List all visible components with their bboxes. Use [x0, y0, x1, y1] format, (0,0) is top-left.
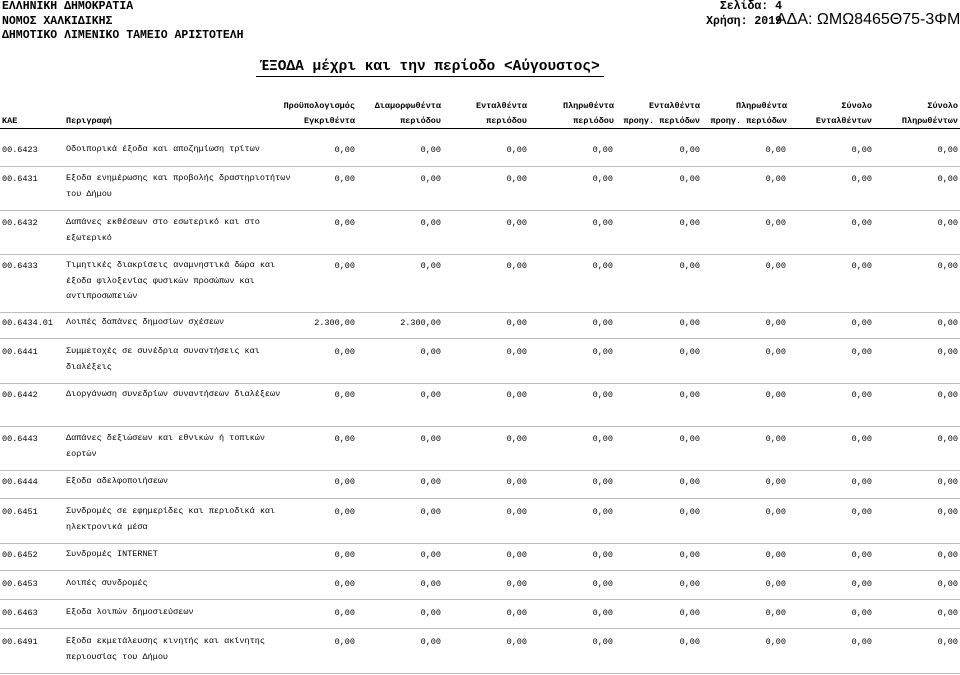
row-value-col1: 0,00: [334, 174, 355, 184]
row-value-col5: 0,00: [679, 608, 700, 618]
col-header-paid-top: Πληρωθέντα: [562, 101, 614, 111]
row-value-col1: 0,00: [334, 550, 355, 560]
row-value-col7: 0,00: [851, 261, 872, 271]
row-value-col1: 0,00: [334, 608, 355, 618]
title-underline: [256, 76, 604, 77]
row-value-col6: 0,00: [765, 261, 786, 271]
header-organization: ΔΗΜΟΤΙΚΟ ΛΙΜΕΝΙΚΟ ΤΑΜΕΙΟ ΑΡΙΣΤΟΤΕΛΗ: [2, 29, 244, 42]
row-kae-code: 00.6423: [2, 145, 38, 155]
row-value-col6: 0,00: [765, 637, 786, 647]
row-value-col8: 0,00: [937, 637, 958, 647]
row-kae-code: 00.6433: [2, 261, 38, 271]
row-value-col4: 0,00: [592, 477, 613, 487]
row-value-col3: 0,00: [506, 608, 527, 618]
col-header-committed-prev-bot: προηγ. περιόδων: [623, 116, 700, 126]
row-value-col1: 0,00: [334, 579, 355, 589]
row-value-col4: 0,00: [592, 347, 613, 357]
row-separator: [0, 470, 960, 471]
row-value-col7: 0,00: [851, 145, 872, 155]
row-value-col8: 0,00: [937, 477, 958, 487]
row-value-col1: 0,00: [334, 261, 355, 271]
row-kae-code: 00.6442: [2, 390, 38, 400]
row-description: Λοιπές συνδρομές: [66, 578, 148, 588]
fiscal-year: Χρήση: 2019: [706, 14, 782, 28]
row-value-col2: 0,00: [420, 550, 441, 560]
row-kae-code: 00.6453: [2, 579, 38, 589]
row-value-col7: 0,00: [851, 347, 872, 357]
row-description: Δαπάνες εκθέσεων στο εσωτερικό και στο εξωτερικό: [66, 217, 260, 243]
row-value-col4: 0,00: [592, 390, 613, 400]
row-value-col7: 0,00: [851, 477, 872, 487]
row-value-col8: 0,00: [937, 507, 958, 517]
row-value-col3: 0,00: [506, 218, 527, 228]
ada-stamp: ΑΔΑ: ΩΜΩ8465Θ75-3ΦΜ: [776, 11, 960, 28]
col-header-committed-bot: περιόδου: [486, 116, 527, 126]
row-description: Συνδρομές σε εφημερίδες και περιοδικά και ηλεκτρονικά μέσα: [66, 506, 276, 532]
row-value-col3: 0,00: [506, 318, 527, 328]
row-value-col2: 0,00: [420, 434, 441, 444]
row-value-col6: 0,00: [765, 145, 786, 155]
row-kae-code: 00.6463: [2, 608, 38, 618]
row-kae-code: 00.6452: [2, 550, 38, 560]
row-description: Συμμετοχές σε συνέδρια συναντήσεις και διαλέξεις: [66, 346, 260, 372]
row-value-col7: 0,00: [851, 507, 872, 517]
row-value-col6: 0,00: [765, 318, 786, 328]
row-value-col2: 0,00: [420, 637, 441, 647]
page-title: [0, 59, 860, 77]
row-value-col2: 0,00: [420, 477, 441, 487]
row-value-col7: 0,00: [851, 608, 872, 618]
row-value-col5: 0,00: [679, 261, 700, 271]
row-value-col2: 0,00: [420, 261, 441, 271]
row-value-col3: 0,00: [506, 261, 527, 271]
row-value-col5: 0,00: [679, 507, 700, 517]
row-separator: [0, 338, 960, 339]
row-value-col1: 0,00: [334, 390, 355, 400]
row-value-col3: 0,00: [506, 347, 527, 357]
row-value-col6: 0,00: [765, 550, 786, 560]
row-separator: [0, 312, 960, 313]
row-separator: [0, 673, 960, 674]
row-value-col5: 0,00: [679, 218, 700, 228]
row-value-col1: 0,00: [334, 507, 355, 517]
row-kae-code: 00.6491: [2, 637, 38, 647]
col-header-revised-bot: περιόδου: [400, 116, 441, 126]
header-page-block: [692, 0, 782, 29]
row-kae-code: 00.6443: [2, 434, 38, 444]
row-value-col2: 0,00: [420, 218, 441, 228]
col-header-paid-prev-top: Πληρωθέντα: [735, 101, 787, 111]
row-value-col3: 0,00: [506, 477, 527, 487]
row-value-col5: 0,00: [679, 434, 700, 444]
row-value-col8: 0,00: [937, 608, 958, 618]
row-value-col8: 0,00: [937, 174, 958, 184]
row-value-col5: 0,00: [679, 477, 700, 487]
row-value-col6: 0,00: [765, 579, 786, 589]
row-value-col4: 0,00: [592, 507, 613, 517]
row-value-col2: 0,00: [420, 145, 441, 155]
row-value-col1: 0,00: [334, 347, 355, 357]
col-header-description: Περιγραφή: [66, 116, 112, 126]
row-value-col8: 0,00: [937, 218, 958, 228]
row-separator: [0, 498, 960, 499]
row-value-col7: 0,00: [851, 390, 872, 400]
col-header-kae: ΚΑΕ: [2, 116, 18, 126]
row-value-col8: 0,00: [937, 550, 958, 560]
row-value-col6: 0,00: [765, 507, 786, 517]
row-value-col3: 0,00: [506, 637, 527, 647]
row-value-col1: 0,00: [334, 434, 355, 444]
row-value-col8: 0,00: [937, 390, 958, 400]
row-separator: [0, 254, 960, 255]
row-separator: [0, 426, 960, 427]
row-value-col3: 0,00: [506, 579, 527, 589]
row-description: Δαπάνες δεξιώσεων και εθνικών ή τοπικών εορτών: [66, 433, 265, 459]
row-value-col4: 0,00: [592, 174, 613, 184]
row-separator: [0, 210, 960, 211]
row-value-col8: 0,00: [937, 261, 958, 271]
row-value-col4: 0,00: [592, 145, 613, 155]
row-value-col1: 0,00: [334, 218, 355, 228]
row-description: Τιμητικές διακρίσεις αναμνηστικά δώρα και έξοδα φιλοξενίας φυσικών προσώπων και αντιπροσωπειών: [66, 260, 276, 301]
row-value-col2: 0,00: [420, 579, 441, 589]
row-value-col5: 0,00: [679, 579, 700, 589]
row-value-col8: 0,00: [937, 434, 958, 444]
col-header-budget-bot: Εγκριθέντα: [303, 116, 355, 126]
row-description: Εξοδα εκμετάλευσης κινητής και ακίνητης περιουσίας του Δήμου: [66, 636, 265, 662]
row-value-col6: 0,00: [765, 174, 786, 184]
row-kae-code: 00.6444: [2, 477, 38, 487]
row-value-col6: 0,00: [765, 390, 786, 400]
row-value-col3: 0,00: [506, 550, 527, 560]
row-value-col5: 0,00: [679, 318, 700, 328]
row-kae-code: 00.6431: [2, 174, 38, 184]
row-value-col1: 2.300,00: [314, 318, 355, 328]
row-value-col4: 0,00: [592, 550, 613, 560]
row-value-col5: 0,00: [679, 347, 700, 357]
row-value-col4: 0,00: [592, 218, 613, 228]
row-description: Οδοιπορικά έξοδα και αποζημίωση τρίτων: [66, 144, 260, 154]
row-value-col7: 0,00: [851, 579, 872, 589]
row-value-col2: 0,00: [420, 608, 441, 618]
row-kae-code: 00.6451: [2, 507, 38, 517]
row-separator: [0, 166, 960, 167]
page-number: Σελίδα: 4: [719, 0, 782, 13]
row-separator: [0, 543, 960, 544]
col-header-total-paid-bot: Πληρωθέντων: [901, 116, 958, 126]
row-description: Λοιπές δαπάνες δημοσίων σχέσεων: [66, 317, 225, 327]
header-country: ΕΛΛΗΝΙΚΗ ΔΗΜΟΚΡΑΤΙΑ: [2, 0, 134, 13]
row-value-col3: 0,00: [506, 390, 527, 400]
row-description: Εξοδα λοιπών δημοσιεύσεων: [66, 607, 194, 617]
row-value-col4: 0,00: [592, 434, 613, 444]
header-divider: [0, 128, 960, 129]
col-header-paid-bot: περιόδου: [573, 116, 614, 126]
row-value-col6: 0,00: [765, 608, 786, 618]
header-org-block: [2, 0, 244, 44]
row-value-col7: 0,00: [851, 318, 872, 328]
row-separator: [0, 628, 960, 629]
col-header-budget-top: Προϋπολογισμός: [283, 101, 355, 111]
row-value-col4: 0,00: [592, 261, 613, 271]
row-value-col1: 0,00: [334, 145, 355, 155]
row-value-col5: 0,00: [679, 145, 700, 155]
row-value-col6: 0,00: [765, 434, 786, 444]
row-value-col5: 0,00: [679, 390, 700, 400]
row-value-col7: 0,00: [851, 218, 872, 228]
row-description: Συνδρομές INTERNET: [66, 549, 158, 559]
row-value-col2: 0,00: [420, 174, 441, 184]
row-value-col8: 0,00: [937, 347, 958, 357]
col-header-total-paid-top: Σύνολο: [927, 101, 958, 111]
row-value-col3: 0,00: [506, 507, 527, 517]
row-value-col3: 0,00: [506, 174, 527, 184]
row-value-col4: 0,00: [592, 637, 613, 647]
row-value-col8: 0,00: [937, 579, 958, 589]
row-description: Εξοδα αδελφοποιήσεων: [66, 476, 169, 486]
page-title-text: ΈΞΟΔΑ μέχρι και την περίοδο <Αύγουστος>: [260, 59, 600, 75]
row-value-col8: 0,00: [937, 145, 958, 155]
row-value-col4: 0,00: [592, 608, 613, 618]
col-header-committed-prev-top: Ενταλθέντα: [648, 101, 700, 111]
row-kae-code: 00.6441: [2, 347, 38, 357]
row-separator: [0, 570, 960, 571]
row-value-col2: 0,00: [420, 507, 441, 517]
row-value-col4: 0,00: [592, 318, 613, 328]
row-value-col7: 0,00: [851, 637, 872, 647]
row-value-col7: 0,00: [851, 550, 872, 560]
col-header-paid-prev-bot: προηγ. περιόδων: [710, 116, 787, 126]
row-value-col1: 0,00: [334, 477, 355, 487]
col-header-total-committed-top: Σύνολο: [841, 101, 872, 111]
row-value-col3: 0,00: [506, 434, 527, 444]
row-value-col7: 0,00: [851, 434, 872, 444]
col-header-committed-top: Ενταλθέντα: [475, 101, 527, 111]
row-value-col5: 0,00: [679, 174, 700, 184]
row-value-col6: 0,00: [765, 477, 786, 487]
row-separator: [0, 383, 960, 384]
row-value-col6: 0,00: [765, 347, 786, 357]
row-description: Διοργάνωση συνεδρίων συναντήσεων διαλέξεων: [66, 389, 281, 399]
col-header-total-committed-bot: Ενταλθέντων: [815, 116, 872, 126]
row-description: Εξοδα ενημέρωσης και προβολής δραστηριοτήτων του Δήμου: [66, 173, 291, 199]
row-value-col2: 0,00: [420, 347, 441, 357]
row-value-col2: 0,00: [420, 390, 441, 400]
row-kae-code: 00.6432: [2, 218, 38, 228]
header-prefecture: ΝΟΜΟΣ ΧΑΛΚΙΔΙΚΗΣ: [2, 14, 113, 28]
row-value-col3: 0,00: [506, 145, 527, 155]
row-value-col2: 2.300,00: [400, 318, 441, 328]
row-value-col4: 0,00: [592, 579, 613, 589]
row-kae-code: 00.6434.01: [2, 318, 54, 328]
col-header-revised-top: Διαμορφωθέντα: [374, 101, 441, 111]
row-value-col1: 0,00: [334, 637, 355, 647]
row-value-col6: 0,00: [765, 218, 786, 228]
row-value-col5: 0,00: [679, 637, 700, 647]
row-value-col8: 0,00: [937, 318, 958, 328]
row-separator: [0, 599, 960, 600]
row-value-col7: 0,00: [851, 174, 872, 184]
row-value-col5: 0,00: [679, 550, 700, 560]
